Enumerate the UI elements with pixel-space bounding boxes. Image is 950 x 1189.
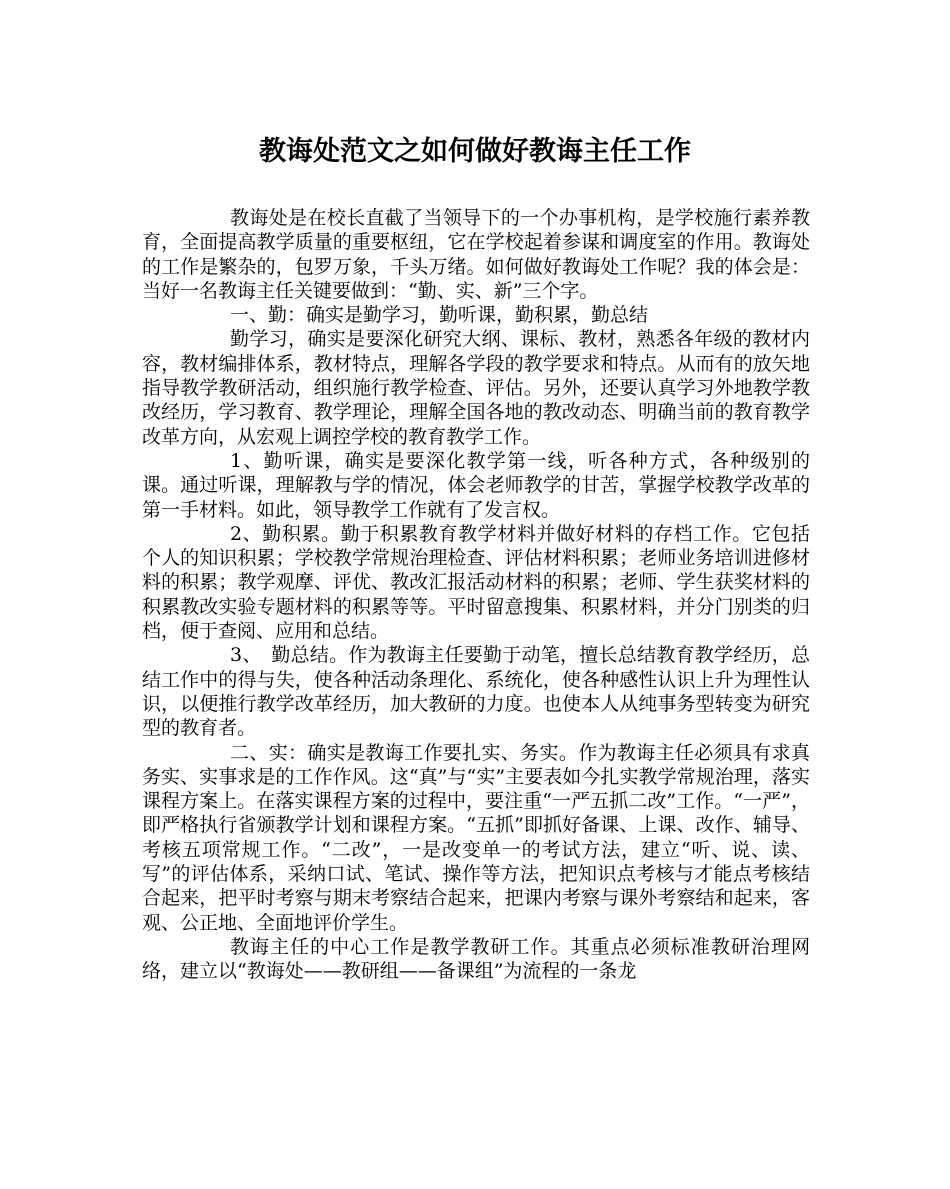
paragraph-intro: 教诲处是在校长直截了当领导下的一个办事机构，是学校施行素养教育，全面提高教学质量的重要枢纽，它在学校起着参谋和调度室的作用。教诲处的工作是繁杂的，包罗万象，千头万绪。如何做好教诲处工作呢？我的体会是：当好一名教诲主任关键要做到：“勤、实、新”三个字。 — [142, 207, 810, 302]
document-title: 教诲处范文之如何做好教诲主任工作 — [259, 136, 691, 167]
paragraph-central-work: 教诲主任的中心工作是教学教研工作。其重点必须标准教研治理网络，建立以“教诲处——教研组——备课组”为流程的一条龙 — [142, 935, 810, 983]
section-practicality: 二、实：确实是教诲工作要扎实、务实。作为教诲主任必须具有求真务实、实事求是的工作作风。这“真”与“实”主要表如今扎实教学常规治理，落实课程方案上。在落实课程方案的过程中，要注重“一严五抓二改”工作。“一严”，即严格执行省颁教学计划和课程方案。“五抓”即抓好备课、上课、改作、辅导、考核五项常规工作。“二改”，一是改变单一的考试方法，建立“听、说、读、写”的评估体系，采纳口试、笔试、操作等方法，把知识点考核与才能点考核结合起来，把平时考察与期末考察结合起来，把课内考察与课外考察结和起来，客观、公正地、全面地评价学生。 — [142, 741, 810, 934]
paragraph-diligent-accumulation: 2、勤积累。勤于积累教育教学材料并做好材料的存档工作。它包括个人的知识积累；学校教学常规治理检查、评估材料积累；老师业务培训进修材料的积累；教学观摩、评优、教改汇报活动材料的积累；老师、学生获奖材料的积累教改实验专题材料的积累等等。平时留意搜集、积累材料，并分门别类的归档，便于查阅、应用和总结。 — [142, 522, 810, 643]
paragraph-diligent-observation: 1、勤听课，确实是要深化教学第一线，听各种方式，各种级别的课。通过听课，理解教与学的情况，体会老师教学的甘苦，掌握学校教学改革的第一手材料。如此，领导教学工作就有了发言权。 — [142, 449, 810, 521]
document-body — [142, 206, 810, 984]
section-heading-diligence: 一、勤：确实是勤学习，勤听课，勤积累，勤总结 — [230, 304, 649, 327]
paragraph-diligent-summary: 3、 勤总结。作为教诲主任要勤于动笔，擅长总结教育教学经历，总结工作中的得与失，使各种活动条理化、系统化，使各种感性认识上升为理性认识，以便推行教学改革经历，加大教研的力度。也使本人从纯事务型转变为研究型的教育者。 — [142, 644, 810, 740]
paragraph-diligent-study: 勤学习，确实是要深化研究大纲、课标、教材，熟悉各年级的教材内容，教材编排体系，教材特点，理解各学段的教学要求和特点。从而有的放矢地指导教学教研活动，组织施行教学检查、评估。另外，还要认真学习外地教学教改经历，学习教育、教学理论，理解全国各地的教改动态、明确当前的教育教学改革方向，从宏观上调控学校的教育教学工作。 — [142, 328, 810, 448]
